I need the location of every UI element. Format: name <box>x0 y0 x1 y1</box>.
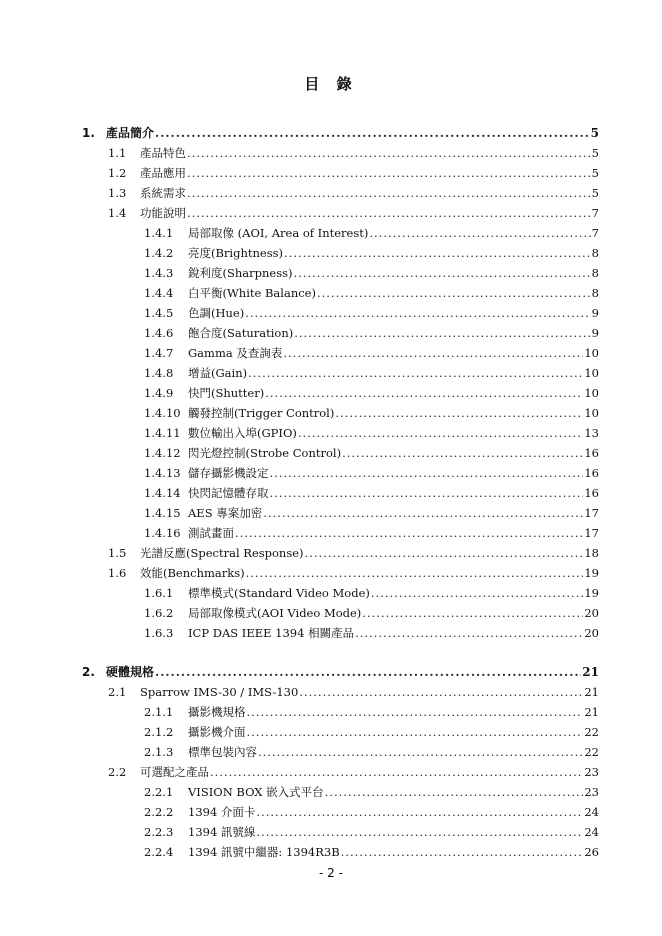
toc-entry-number: 2.2.1 <box>144 785 174 799</box>
toc-entry[interactable] <box>0 165 662 181</box>
dot-leader <box>369 225 590 241</box>
toc-entry-page: 8 <box>591 246 599 260</box>
toc-entry-number: 2.2.4 <box>144 845 174 859</box>
dot-leader <box>246 565 584 581</box>
toc-title: 目 錄 <box>304 75 358 93</box>
toc-entry-page: 21 <box>584 685 599 699</box>
toc-entry-number: 1.6.2 <box>144 606 174 620</box>
toc-entry-page: 7 <box>591 206 599 220</box>
toc-entry[interactable] <box>0 225 662 241</box>
toc-entry-number: 1.4.15 <box>144 506 181 520</box>
dot-leader <box>284 245 591 261</box>
dot-leader <box>270 485 584 501</box>
dot-leader <box>187 185 591 201</box>
toc-entry[interactable] <box>0 265 662 281</box>
toc-entry-title: 觸發控制(Trigger Control) <box>188 406 335 420</box>
dot-leader <box>299 684 583 700</box>
toc-entry-page: 24 <box>584 825 599 839</box>
toc-entry-number: 1.4.12 <box>144 446 181 460</box>
toc-entry-page: 5 <box>591 146 599 160</box>
toc-entry[interactable] <box>0 565 662 581</box>
dot-leader <box>341 844 584 860</box>
toc-entry[interactable] <box>0 385 662 401</box>
toc-entry-page: 16 <box>584 486 599 500</box>
dot-leader <box>245 305 590 321</box>
toc-entry-title: 攝影機規格 <box>188 705 246 719</box>
toc-entry-number: 2.1 <box>108 685 127 699</box>
toc-entry-page: 16 <box>584 466 599 480</box>
dot-leader <box>155 125 590 141</box>
toc-entry-page: 22 <box>584 745 599 759</box>
toc-entry-page: 10 <box>584 386 599 400</box>
dot-leader <box>210 764 583 780</box>
toc-entry[interactable] <box>0 585 662 601</box>
toc-entry[interactable] <box>0 285 662 301</box>
dot-leader <box>294 325 590 341</box>
toc-entry[interactable] <box>0 365 662 381</box>
toc-entry[interactable] <box>0 445 662 461</box>
toc-entry-title: 攝影機介面 <box>188 725 246 739</box>
toc-entry-number: 1.4.11 <box>144 426 181 440</box>
toc-entry-number: 1.6.1 <box>144 586 174 600</box>
toc-entry-title: 儲存攝影機設定 <box>188 466 269 480</box>
toc-entry-page: 8 <box>591 286 599 300</box>
toc-entry[interactable] <box>0 525 662 541</box>
toc-entry-page: 5 <box>591 186 599 200</box>
toc-entry[interactable] <box>0 345 662 361</box>
toc-entry-number: 1.4.14 <box>144 486 181 500</box>
toc-entry-page: 21 <box>582 665 599 679</box>
toc-entry-page: 26 <box>584 845 599 859</box>
toc-entry-title: VISION BOX 嵌入式平台 <box>188 785 324 799</box>
toc-entry-number: 1.4.3 <box>144 266 174 280</box>
toc-entry-number: 1.5 <box>108 546 127 560</box>
toc-entry-number: 1.2 <box>108 166 127 180</box>
toc-entry-title: 產品應用 <box>140 166 186 180</box>
toc-entry-title: 局部取像 (AOI, Area of Interest) <box>188 226 369 240</box>
toc-entry-title: 色調(Hue) <box>188 306 245 320</box>
toc-entry-title: 增益(Gain) <box>188 366 248 380</box>
toc-entry-page: 10 <box>584 346 599 360</box>
dot-leader <box>187 165 591 181</box>
toc-entry-number: 1.6 <box>108 566 127 580</box>
toc-entry-number: 1.4.6 <box>144 326 174 340</box>
toc-entry-page: 10 <box>584 406 599 420</box>
toc-entry-number: 1.4.5 <box>144 306 174 320</box>
dot-leader <box>325 784 584 800</box>
toc-entry-page: 5 <box>591 166 599 180</box>
dot-leader <box>298 425 583 441</box>
toc-entry-number: 2.1.2 <box>144 725 174 739</box>
dot-leader <box>342 445 583 461</box>
toc-entry-number: 2. <box>82 665 95 679</box>
toc-entry[interactable] <box>0 684 662 700</box>
toc-entry-page: 10 <box>584 366 599 380</box>
toc-entry[interactable] <box>0 824 662 840</box>
toc-entry[interactable] <box>0 804 662 820</box>
toc-entry-page: 23 <box>584 765 599 779</box>
toc-entry-title: 1394 訊號中繼器: 1394R3B <box>188 845 340 859</box>
toc-entry-title: 產品特色 <box>140 146 186 160</box>
toc-chapter-entry[interactable] <box>0 664 662 680</box>
toc-entry-title: 產品簡介 <box>106 126 155 140</box>
dot-leader <box>155 664 581 680</box>
toc-entry[interactable] <box>0 844 662 860</box>
toc-entry-number: 2.2 <box>108 765 127 779</box>
toc-entry-page: 23 <box>584 785 599 799</box>
dot-leader <box>187 145 591 161</box>
toc-entry[interactable] <box>0 744 662 760</box>
dot-leader <box>305 545 584 561</box>
toc-entry[interactable] <box>0 505 662 521</box>
toc-entry-title: 硬體規格 <box>106 665 155 679</box>
toc-entry-title: 銳利度(Sharpness) <box>188 266 293 280</box>
dot-leader <box>256 804 583 820</box>
toc-entry-page: 19 <box>584 566 599 580</box>
toc-entry-page: 16 <box>584 446 599 460</box>
toc-entry-number: 1.3 <box>108 186 127 200</box>
toc-entry-title: 數位輸出入埠(GPIO) <box>188 426 297 440</box>
toc-entry-title: 標準包裝內容 <box>188 745 257 759</box>
toc-entry-page: 20 <box>584 606 599 620</box>
dot-leader <box>235 525 583 541</box>
dot-leader <box>247 724 584 740</box>
dot-leader <box>248 365 583 381</box>
toc-entry-page: 19 <box>584 586 599 600</box>
toc-entry-number: 1.4.13 <box>144 466 181 480</box>
toc-entry-number: 2.1.1 <box>144 705 174 719</box>
toc-entry-number: 1.6.3 <box>144 626 174 640</box>
toc-entry-page: 17 <box>584 506 599 520</box>
dot-leader <box>355 625 583 641</box>
toc-entry-page: 21 <box>584 705 599 719</box>
toc-entry-number: 1.4.2 <box>144 246 174 260</box>
toc-entry-number: 2.2.3 <box>144 825 174 839</box>
toc-entry-page: 13 <box>584 426 599 440</box>
toc-entry-title: 功能說明 <box>140 206 186 220</box>
dot-leader <box>258 744 583 760</box>
toc-entry-page: 20 <box>584 626 599 640</box>
toc-entry[interactable] <box>0 425 662 441</box>
toc-entry-title: 光譜反應(Spectral Response) <box>140 546 304 560</box>
toc-entry-title: 標準模式(Standard Video Mode) <box>188 586 370 600</box>
dot-leader <box>317 285 591 301</box>
toc-entry-page: 8 <box>591 266 599 280</box>
toc-chapter-entry[interactable] <box>0 125 662 141</box>
dot-leader <box>294 265 591 281</box>
toc-entry[interactable] <box>0 205 662 221</box>
dot-leader <box>335 405 583 421</box>
toc-entry-title: ICP DAS IEEE 1394 相關產品 <box>188 626 355 640</box>
toc-entry[interactable] <box>0 145 662 161</box>
toc-entry[interactable] <box>0 405 662 421</box>
toc-entry-title: 可選配之產品 <box>140 765 209 779</box>
page-number-footer: - 2 - <box>319 866 343 880</box>
toc-entry[interactable] <box>0 245 662 261</box>
toc-entry[interactable] <box>0 625 662 641</box>
toc-entry[interactable] <box>0 305 662 321</box>
dot-leader <box>362 605 583 621</box>
toc-entry-number: 1.4.16 <box>144 526 181 540</box>
dot-leader <box>187 205 591 221</box>
toc-entry-number: 2.1.3 <box>144 745 174 759</box>
toc-entry[interactable] <box>0 545 662 561</box>
toc-entry-title: 亮度(Brightness) <box>188 246 284 260</box>
toc-entry[interactable] <box>0 485 662 501</box>
dot-leader <box>247 704 584 720</box>
toc-entry-title: 飽合度(Saturation) <box>188 326 294 340</box>
toc-entry[interactable] <box>0 325 662 341</box>
toc-entry-number: 1.4.1 <box>144 226 174 240</box>
toc-entry-title: 白平衡(White Balance) <box>188 286 316 300</box>
toc-entry-number: 1.4.4 <box>144 286 174 300</box>
toc-entry-page: 17 <box>584 526 599 540</box>
dot-leader <box>371 585 583 601</box>
toc-entry-title: 快門(Shutter) <box>188 386 265 400</box>
toc-entry-title: 局部取像模式(AOI Video Mode) <box>188 606 362 620</box>
toc-entry-title: 測試畫面 <box>188 526 234 540</box>
toc-entry-number: 2.2.2 <box>144 805 174 819</box>
toc-entry-page: 18 <box>584 546 599 560</box>
dot-leader <box>283 345 583 361</box>
toc-entry-number: 1.4.7 <box>144 346 174 360</box>
toc-entry-page: 7 <box>591 226 599 240</box>
toc-entry-title: Sparrow IMS-30 / IMS-130 <box>140 685 299 699</box>
toc-entry[interactable] <box>0 764 662 780</box>
toc-entry-title: AES 專案加密 <box>188 506 263 520</box>
toc-entry[interactable] <box>0 784 662 800</box>
toc-entry-title: 閃光燈控制(Strobe Control) <box>188 446 342 460</box>
toc-entry-page: 24 <box>584 805 599 819</box>
dot-leader <box>265 385 583 401</box>
toc-entry-page: 9 <box>591 306 599 320</box>
toc-entry-title: 效能(Benchmarks) <box>140 566 245 580</box>
toc-entry-number: 1.1 <box>108 146 127 160</box>
toc-entry-number: 1.4 <box>108 206 127 220</box>
toc-entry[interactable] <box>0 605 662 621</box>
toc-entry[interactable] <box>0 465 662 481</box>
toc-entry-number: 1.4.8 <box>144 366 174 380</box>
toc-entry-number: 1.4.10 <box>144 406 181 420</box>
toc-entry-page: 5 <box>590 126 599 140</box>
toc-entry-page: 22 <box>584 725 599 739</box>
toc-entry-number: 1.4.9 <box>144 386 174 400</box>
toc-entry-title: 系統需求 <box>140 186 186 200</box>
toc-entry-number: 1. <box>82 126 95 140</box>
toc-entry-title: 快閃記憶體存取 <box>188 486 269 500</box>
toc-entry-title: Gamma 及查詢表 <box>188 346 283 360</box>
dot-leader <box>263 505 583 521</box>
toc-entry[interactable] <box>0 724 662 740</box>
toc-entry[interactable] <box>0 704 662 720</box>
toc-entry-page: 9 <box>591 326 599 340</box>
toc-entry[interactable] <box>0 185 662 201</box>
dot-leader <box>256 824 583 840</box>
toc-entry-title: 1394 介面卡 <box>188 805 256 819</box>
toc-entry-title: 1394 訊號線 <box>188 825 256 839</box>
dot-leader <box>270 465 584 481</box>
